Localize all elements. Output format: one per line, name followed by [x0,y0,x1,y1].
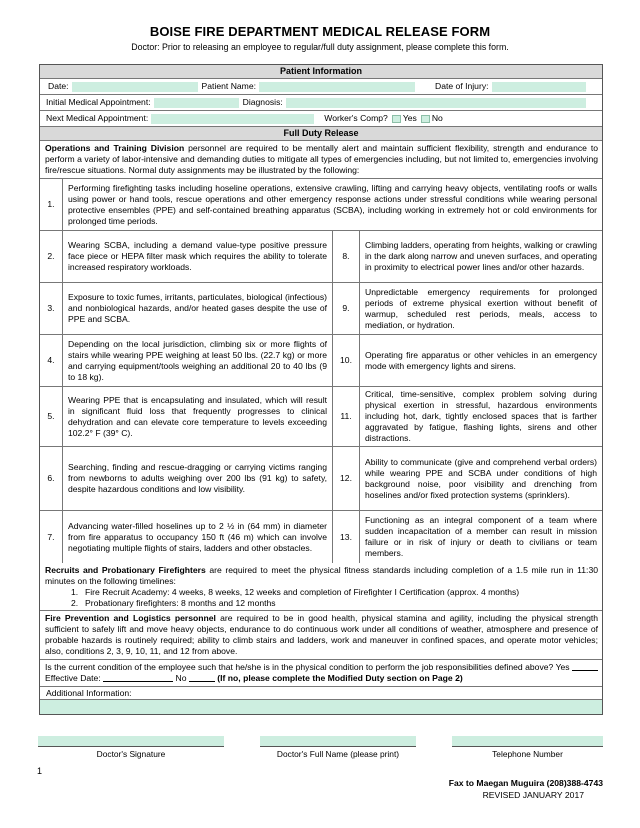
diagnosis-label: Diagnosis: [242,97,283,108]
duty-number: 3. [40,283,63,334]
duty-number: 1. [40,179,63,230]
duty-pair-row [40,387,602,447]
operations-text: personnel are required to be mentally alert and maintain sufficient flexibility, strength and endurance to perform a variety of labor-intensive and demanding duties to mitigate all types of emergencies including, but not limited to, emergencies involving fire/rescue situations. Normal duty assignments may be illustrated by the following: [45,143,598,175]
form-subtitle: Doctor: Prior to releasing an employee to regular/full duty assignment, please complete this form. [131,42,509,52]
prevention-paragraph [40,611,602,660]
operations-paragraph [40,141,602,179]
duty-text: Wearing SCBA, including a demand value-type positive pressure face piece or HEPA filter mask which requires the ability to tolerate increased respiratory workloads. [63,231,333,282]
duty-pair-row [40,511,602,563]
next-appt-field[interactable] [151,114,314,124]
duty-pair-row [40,283,602,335]
recruit-item-2 [45,598,598,609]
duty-number: 11. [333,387,360,446]
prevention-bold: Fire Prevention and Logistics personnel [45,613,216,623]
doctor-name-label: Doctor's Full Name (please print) [276,749,400,759]
duty-text: Unpredictable emergency requirements for prolonged periods of extreme physical exertion without benefit of warmup, scheduled rest periods, meals, access to mediation, or hydration. [365,286,597,330]
duty-pair-row [40,335,602,387]
initial-appt-field[interactable] [154,98,239,108]
additional-info-field[interactable] [40,700,602,714]
workers-comp-no-label: No [431,113,443,124]
duty-number: 2. [40,231,63,282]
duty-text: Wearing PPE that is encapsulating and insulated, which will result in significant fluid loss that frequently progresses to clinical dehydration and can elevate core temperature to levels exceeding 102.2° F (39° C). [63,387,333,446]
next-appt-label: Next Medical Appointment: [46,113,149,124]
duty-number: 10. [333,335,360,386]
duty-text: Functioning as an integral component of a team where sudden incapacitation of a member can result in mission failure or in risk of injury or death to civilians or team members. [365,515,597,558]
patient-row-1 [40,79,602,95]
telephone-field[interactable] [452,736,603,747]
initial-appt-label: Initial Medical Appointment: [46,97,151,108]
duty-number: 5. [40,387,63,446]
doctor-signature-label: Doctor's Signature [96,749,166,759]
date-label: Date: [48,81,69,92]
duty-text: Climbing ladders, operating from heights, walking or crawling in the dark along narrow and uneven surfaces, and operating in proximity to electrical power lines and/or other hazards. [365,240,597,272]
telephone-label: Telephone Number [492,749,563,759]
recruit-item-text: Probationary firefighters: 8 months and 12 months [85,598,276,608]
duty-number: 6. [40,447,63,510]
date-of-injury-label: Date of Injury: [435,81,489,92]
recruit-item-number: 1. [71,587,79,597]
workers-comp-yes-label: Yes [402,113,417,124]
additional-info-label: Additional Information: [46,687,132,698]
release-form [39,64,603,715]
recruit-item-text: Fire Recruit Academy: 4 weeks, 8 weeks, 12 weeks and completion of Firefighter I Certification (approx. 4 months) [85,587,520,597]
duty-text: Exposure to toxic fumes, irritants, particulates, biological (infectious) and nonbiological hazards, and/or heated gases despite the use of PPE and SCBA. [63,283,333,334]
condition-yes-label: Yes [555,662,570,672]
operations-bold: Operations and Training Division [45,143,185,153]
patient-row-2 [40,95,602,111]
duty-number: 7. [40,511,63,563]
recruits-paragraph [45,565,598,587]
effective-date-label: Effective Date: [45,673,101,683]
duty-number: 13. [333,511,360,563]
patient-info-heading: Patient Information [40,65,602,79]
doctor-signature-field[interactable] [38,736,224,747]
recruit-item-number: 2. [71,598,79,608]
diagnosis-field[interactable] [286,98,586,108]
doctor-name-field[interactable] [260,736,416,747]
duty-text: Advancing water-filled hoselines up to 2 ½ in (64 mm) in diameter from fire apparatus to occupancy 150 ft (46 m) which can involve negotiating multiple flights of stairs, ladders and other obstacles. [63,511,333,563]
duty-text: Searching, finding and rescue-dragging or carrying victims ranging from newborns to adults weighing over 200 lbs (91 kg) to safety, despite hazardous conditions and low visibility. [63,447,333,510]
form-title: BOISE FIRE DEPARTMENT MEDICAL RELEASE FORM [149,24,491,39]
workers-comp-yes-checkbox[interactable] [392,115,401,123]
workers-comp-label: Worker's Comp? [324,113,388,124]
patient-name-label: Patient Name: [201,81,257,92]
recruits-section [40,563,602,611]
duty-text: Performing firefighting tasks including hoseline operations, extensive crawling, lifting and carrying heavy objects, ventilating roofs or walls using power or hand tools, rescue operations and other emergency response actions under stressful conditions while wearing personal protective ensembles (PPE) and self-contained breathing apparatus (SCBA), including working in extremely hot or cold environments for prolonged time periods. [68,182,597,226]
date-of-injury-field[interactable] [492,82,586,92]
prevention-text: are required to be in good health, physical stamina and agility, including the physical strength sufficient to safely lift and move heavy objects, endurance to do continuous work under all conditions of weather, atmosphere and presence of probable hazards is routinely required; ability to climb stairs and ladders, work and maneuver in confined spaces, and operate motor vehicles; also, conditions 2, 3, 9, 10, 11, and 12 from above. [45,613,599,656]
modified-duty-note: (If no, please complete the Modified Duty section on Page 2) [217,673,463,683]
recruit-item-1 [45,587,598,598]
duty-text: Depending on the local jurisdiction, climbing six or more flights of stairs while wearing PPE weighing at least 50 lbs. (22.7 kg) or more and carrying equipment/tools weighing an additional 20 to 40 lbs (9 to 18 kg). [63,335,333,386]
current-condition-question [40,660,602,687]
revision-date: REVISED JANUARY 2017 [482,790,584,800]
full-duty-heading: Full Duty Release [40,127,602,141]
duty-number: 12. [333,447,360,510]
condition-yes-blank[interactable] [572,662,598,671]
effective-date-blank[interactable] [103,673,173,682]
duty-text: Ability to communicate (give and comprehend verbal orders) while wearing PPE and SCBA under conditions of high background noise, poor visibility and drenching from hoselines and/or fixed protection systems (sprinklers). [365,456,597,500]
duty-text: Critical, time-sensitive, complex problem solving during physical exertion in stressful, hazardous environments including hot, dark, tightly enclosed spaces that is farther aggravated by fatigue, flashing lights, sirens and other distractions. [365,389,597,443]
condition-no-label: No [175,673,187,683]
duty-number: 8. [333,231,360,282]
recruits-text: are required to meet the physical fitness standards including completion of a 1.5 mile run in 11:30 minutes on the following timelines: [45,565,599,586]
date-field[interactable] [72,82,198,92]
duty-pair-row [40,231,602,283]
additional-info-row [40,687,602,700]
condition-no-blank[interactable] [189,673,215,682]
duty-item-1 [40,179,602,231]
recruits-bold: Recruits and Probationary Firefighters [45,565,206,575]
duty-pair-row [40,447,602,511]
duty-number: 4. [40,335,63,386]
duty-text: Operating fire apparatus or other vehicles in an emergency mode with emergency lights and sirens. [365,349,597,371]
fax-instructions: Fax to Maegan Muguira (208)388-4743 [448,778,603,788]
workers-comp-no-checkbox[interactable] [421,115,430,123]
page-number: 1 [37,766,43,776]
patient-row-3 [40,111,602,127]
current-condition-text: Is the current condition of the employee such that he/she is in the physical condition to perform the job responsibilities defined above? [45,662,554,672]
patient-name-field[interactable] [259,82,415,92]
duty-number: 9. [333,283,360,334]
